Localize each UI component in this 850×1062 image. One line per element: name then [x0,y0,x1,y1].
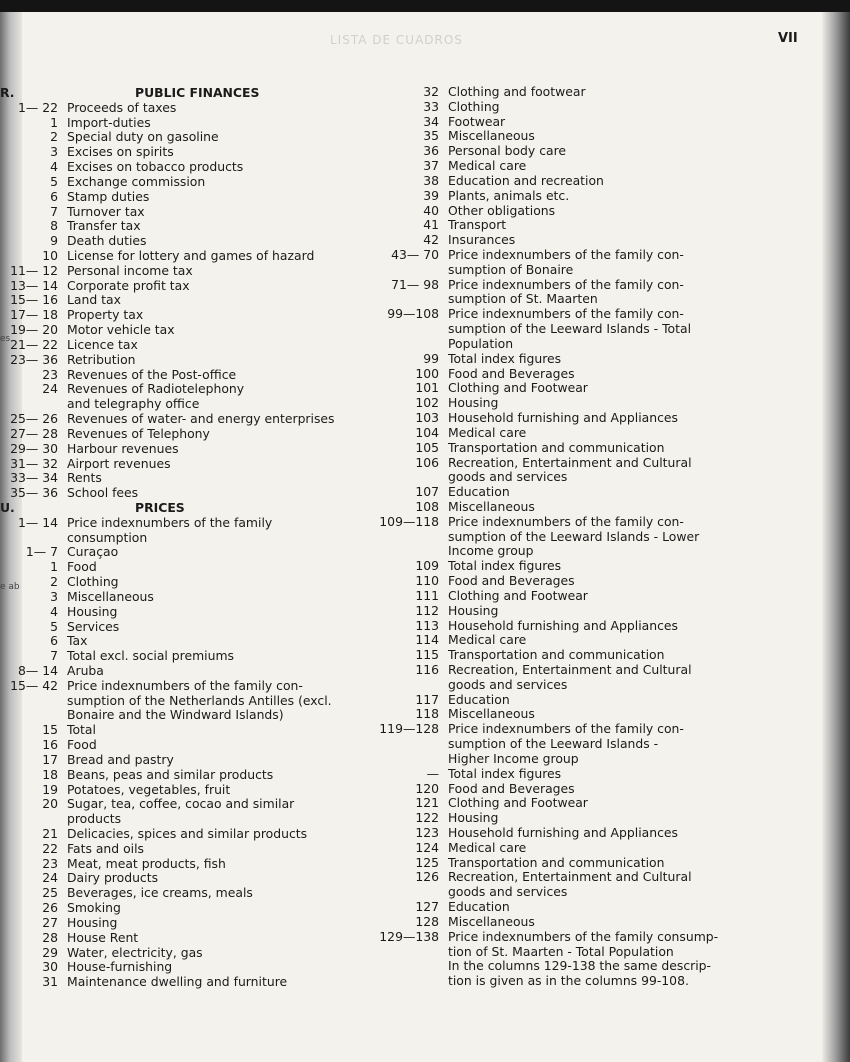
table-number: 109—118 [379,513,439,529]
table-number: 100 [415,365,439,381]
table-entry [0,203,555,218]
table-description: Total index figures [448,558,562,574]
table-description: Medical care [448,839,527,855]
table-entry [0,795,588,810]
table-description: Excises on tobacco products [67,159,244,175]
table-entry [0,603,498,618]
table-description: Transport [448,217,507,233]
page-edge-right [822,12,850,1062]
table-number: 32 [423,84,439,99]
table-number: 99—108 [387,306,439,322]
table-number: 107 [415,484,439,500]
table-description: Personal income tax [67,262,193,278]
table-description: Miscellaneous [448,706,535,722]
table-description: Food [67,737,97,753]
table-description: Miscellaneous [448,128,535,144]
table-number: 8— 14 [18,662,58,678]
table-number: 108 [415,498,439,514]
table-description: Transportation and communication [448,647,665,663]
table-description: goods and services [448,469,568,485]
table-description: Price indexnumbers of the family [67,514,273,530]
table-description: Food and Beverages [448,365,575,381]
table-number: 11— 12 [10,262,58,278]
table-number: 125 [415,854,439,870]
table-entry [0,529,699,544]
table-description: tion is given as in the columns 99-108. [448,973,689,989]
margin-bleed-text: es [0,334,11,344]
table-entry [0,440,664,455]
table-number: 15— 42 [10,677,58,693]
table-entry [0,973,689,988]
table-description: Total excl. social premiums [67,648,234,664]
table-description: Higher Income group [448,750,579,766]
table-entry [0,573,575,588]
table-number: 2 [50,574,58,590]
table-number: 121 [415,795,439,811]
table-description: Sugar, tea, coffee, cocao and similar [67,796,295,812]
table-entry [0,173,604,188]
table-number: 16 [42,737,58,753]
table-number: 43— 70 [391,247,439,263]
table-number: 33 [423,98,439,114]
section-title: PUBLIC FINANCES [135,85,260,100]
table-number: 103 [415,410,439,426]
table-description: Food and Beverages [448,573,575,589]
table-description: Price indexnumbers of the family con- [448,276,684,292]
table-description: Corporate profit tax [67,277,190,293]
table-description: Footwear [448,113,506,129]
table-description: Education [448,484,510,500]
table-entry [0,543,534,558]
page-number: VII [778,31,798,46]
table-description: Revenues of the Post-office [67,366,237,382]
table-number: 122 [415,810,439,826]
table-description: Transportation and communication [448,439,665,455]
table-number: 24 [42,870,58,886]
table-number: 120 [415,780,439,796]
table-entry [0,751,579,766]
table-number: 110 [415,573,439,589]
table-number: 24 [42,381,58,397]
table-description: goods and services [448,676,568,692]
table-description: Price indexnumbers of the family con- [448,513,684,529]
table-entry [0,736,658,751]
table-number: 29 [42,944,58,960]
table-number: 2 [50,129,58,145]
table-number: 3 [50,588,58,604]
table-entry [0,825,678,840]
table-description: Household furnishing and Appliances [448,617,678,633]
scan-top-band [0,0,850,12]
table-description: Transfer tax [67,218,141,234]
table-description: and telegraphy office [67,396,200,412]
table-number: 15— 16 [10,292,58,308]
table-number: 26 [42,900,58,916]
table-entry [0,899,510,914]
table-number: 23 [42,366,58,382]
table-entry [0,766,561,781]
table-entry [0,291,598,306]
table-description: Income group [448,543,534,559]
table-description: Transportation and communication [448,854,665,870]
table-number: 35— 36 [10,485,58,501]
table-entry [0,929,718,944]
table-number: 39 [423,187,439,203]
table-entry [0,128,535,143]
table-description: sumption of the Leeward Islands - [448,736,659,752]
table-entry [0,114,505,129]
table-number: 1 [50,114,58,130]
bleed-through-header: LISTA DE CUADROS [330,33,463,47]
table-number: 31— 32 [10,455,58,471]
table-entry [0,99,500,114]
table-description: Household furnishing and Appliances [448,825,678,840]
table-number: 31 [42,974,58,990]
table-description: Recreation, Entertainment and Cultural [448,454,692,470]
table-entry [0,366,575,381]
table-description: Revenues of Telephony [67,425,210,441]
table-number: 1 [50,559,58,575]
table-description: Airport revenues [67,455,171,471]
table-number: 34 [423,113,439,129]
table-entry [0,321,691,336]
table-description: Excises on spirits [67,144,174,160]
table-description: Clothing and Footwear [448,380,588,396]
table-number: 114 [415,632,439,648]
table-description: School fees [67,485,139,501]
table-description: sumption of Bonaire [448,261,574,277]
table-entry [0,810,498,825]
table-description: Beverages, ice creams, meals [67,885,253,901]
table-number: 10 [42,248,58,264]
table-description: Housing [67,914,118,930]
table-entry [0,869,692,884]
table-entry [0,247,684,262]
table-number: 4 [50,603,58,619]
table-description: Miscellaneous [67,588,154,604]
table-description: Tax [67,633,88,649]
table-description: Exchange commission [67,173,206,189]
table-description: Food [67,559,97,575]
table-description: Special duty on gasoline [67,129,219,145]
table-entry [0,721,684,736]
table-entry [0,395,498,410]
table-number: 115 [415,647,439,663]
table-number: 13— 14 [10,277,58,293]
table-description: Medical care [448,158,527,174]
table-description: House-furnishing [67,959,173,975]
table-description: Price indexnumbers of the family con- [67,677,303,693]
table-entry [0,410,678,425]
table-number: 30 [42,959,58,975]
table-number: 113 [415,617,439,633]
table-entry [0,469,567,484]
table-number: 127 [415,899,439,915]
table-description: Rents [67,470,102,486]
table-number: 20 [42,796,58,812]
table-number: 42 [423,232,439,248]
table-description: Delicacies, spices and similar products [67,826,308,841]
table-number: 112 [415,602,439,618]
table-description: Land tax [67,292,121,308]
table-entry [0,558,561,573]
table-description: Housing [448,395,499,411]
table-entry [0,277,684,292]
table-description: Education and recreation [448,172,604,188]
table-description: Miscellaneous [448,913,535,929]
table-description: Recreation, Entertainment and Cultural [448,661,692,677]
table-number: 27 [42,914,58,930]
table-entry [0,706,535,721]
table-description: Housing [448,602,499,618]
table-number: 99 [423,350,439,366]
table-number: 22 [42,840,58,856]
table-description: Price indexnumbers of the family consump- [448,928,719,944]
table-entry [0,232,515,247]
table-description: Total index figures [448,765,562,781]
table-number: 101 [415,380,439,396]
table-number: 117 [415,691,439,707]
table-entry [0,336,513,351]
table-description: Potatoes, vegetables, fruit [67,781,231,797]
table-entry [0,914,535,929]
table-description: Proceeds of taxes [67,99,177,115]
table-description: Clothing [67,574,119,590]
table-entry [0,306,684,321]
table-number: 119—128 [379,721,439,737]
table-entry [0,662,692,677]
table-description: Total index figures [448,350,562,366]
table-number: 18 [42,766,58,782]
table-description: License for lottery and games of hazard [67,248,315,264]
table-description: Stamp duties [67,188,150,204]
table-number: 71— 98 [391,276,439,292]
table-number: 41 [423,217,439,233]
table-description: tion of St. Maarten - Total Population [448,943,674,959]
table-number: 27— 28 [10,425,58,441]
table-description: Price indexnumbers of the family con- [448,306,684,322]
table-entry [0,84,586,99]
table-description: Price indexnumbers of the family con- [448,247,684,263]
table-description: Personal body care [448,143,567,159]
table-description: Recreation, Entertainment and Cultural [448,869,692,885]
table-number: 36 [423,143,439,159]
table-entry [0,618,678,633]
table-entry [0,855,664,870]
table-number: 28 [42,929,58,945]
table-entry [0,647,664,662]
table-entry [0,455,692,470]
margin-bleed-text: e ab [0,582,20,592]
table-description: In the columns 129-138 the same descrip- [448,958,712,974]
table-description: Turnover tax [67,203,145,219]
table-number: 124 [415,839,439,855]
table-entry [0,351,561,366]
table-description: Death duties [67,233,147,249]
table-description: consumption [67,529,148,545]
table-description: products [67,811,122,827]
table-number: 33— 34 [10,470,58,486]
section-letter: R. [0,85,15,100]
table-description: Population [448,335,514,351]
table-number: 7 [50,203,58,219]
table-description: Bread and pastry [67,751,174,767]
table-description: Water, electricity, gas [67,944,203,960]
table-number: 5 [50,618,58,634]
table-number: 25 [42,885,58,901]
table-description: Housing [67,603,118,619]
table-number: 104 [415,424,439,440]
table-number: 37 [423,158,439,174]
table-description: Clothing and Footwear [448,795,588,811]
table-number: 1— 22 [18,99,58,115]
table-description: Smoking [67,900,121,916]
table-number: 35 [423,128,439,144]
table-description: Revenues of Radiotelephony [67,381,245,397]
section-title: PRICES [135,499,185,515]
table-description: Revenues of water- and energy enterprises [67,411,335,427]
table-description: Fats and oils [67,840,145,856]
table-number: 118 [415,706,439,722]
table-number: 17— 18 [10,307,58,323]
table-description: Medical care [448,424,527,440]
table-entry [0,143,566,158]
table-description: Food and Beverages [448,780,575,796]
table-entry [0,380,588,395]
table-description: goods and services [448,884,568,900]
table-number: 23— 36 [10,351,58,367]
table-description: Housing [448,810,499,826]
table-description: sumption of the Netherlands Antilles (excl. [67,692,332,708]
table-description: Education [448,691,510,707]
table-number: — [426,765,439,781]
table-description: Price indexnumbers of the family con- [448,721,684,737]
table-number: 106 [415,454,439,470]
table-entry [0,840,526,855]
table-entry [0,158,526,173]
table-number: 21 [42,826,58,841]
table-description: Services [67,618,120,634]
table-entry [0,944,674,959]
table-description: sumption of the Leeward Islands - Lower [448,528,700,544]
table-description: Curaçao [67,544,119,560]
table-description: Insurances [448,232,516,248]
table-entry [0,884,567,899]
table-entry [0,262,573,277]
table-description: Licence tax [67,336,138,352]
table-description: Beans, peas and similar products [67,766,274,782]
table-number: 128 [415,913,439,929]
table-number: 40 [423,202,439,218]
table-description: House Rent [67,929,139,945]
table-number: 6 [50,633,58,649]
table-description: Plants, animals etc. [448,187,570,203]
table-number: 19 [42,781,58,797]
table-number: 19— 20 [10,322,58,338]
table-number: 9 [50,233,58,249]
table-number: 38 [423,172,439,188]
table-number: 5 [50,173,58,189]
table-description: sumption of the Leeward Islands - Total [448,321,692,337]
table-number: 25— 26 [10,411,58,427]
table-number: 123 [415,825,439,840]
table-description: Clothing and Footwear [448,587,588,603]
table-description: Dairy products [67,870,159,886]
table-description: Aruba [67,662,104,678]
table-description: Retribution [67,351,136,367]
table-description: Bonaire and the Windward Islands) [67,707,284,723]
table-number: 111 [415,587,439,603]
table-number: 116 [415,661,439,677]
table-number: 1— 14 [18,514,58,530]
table-number: 1— 7 [25,544,58,560]
table-number: 15 [42,722,58,738]
table-number: 21— 22 [10,336,58,352]
table-description: Import-duties [67,114,151,130]
table-description: sumption of St. Maarten [448,291,598,307]
section-letter: U. [0,499,15,515]
table-entry [0,588,588,603]
table-entry [0,217,506,232]
table-entry [0,188,569,203]
table-description: Education [448,899,510,915]
table-number: 109 [415,558,439,574]
table-number: 23 [42,855,58,871]
table-description: Property tax [67,307,144,323]
table-number: 102 [415,395,439,411]
table-number: 29— 30 [10,440,58,456]
table-entry [0,499,535,514]
table-number: 17 [42,751,58,767]
table-entry [0,958,711,973]
table-number: 105 [415,439,439,455]
table-entry [0,632,526,647]
table-description: Miscellaneous [448,498,535,514]
table-entry [0,514,684,529]
table-description: Household furnishing and Appliances [448,410,678,426]
table-description: Other obligations [448,202,556,218]
table-description: Clothing and footwear [448,84,586,99]
table-entry [0,692,510,707]
table-number: 126 [415,869,439,885]
table-entry [0,781,575,796]
table-entry [0,677,567,692]
table-number: 8 [50,218,58,234]
table-description: Maintenance dwelling and furniture [67,974,288,990]
table-number: 129—138 [379,928,439,944]
table-description: Total [67,722,96,738]
table-number: 7 [50,648,58,664]
table-description: Medical care [448,632,527,648]
table-description: Clothing [448,98,500,114]
table-entry [0,425,526,440]
table-description: Meat, meat products, fish [67,855,226,871]
table-number: 3 [50,144,58,160]
table-entry [0,484,510,499]
table-number: 4 [50,159,58,175]
table-description: Motor vehicle tax [67,322,175,338]
table-number: 6 [50,188,58,204]
table-description: Harbour revenues [67,440,179,456]
